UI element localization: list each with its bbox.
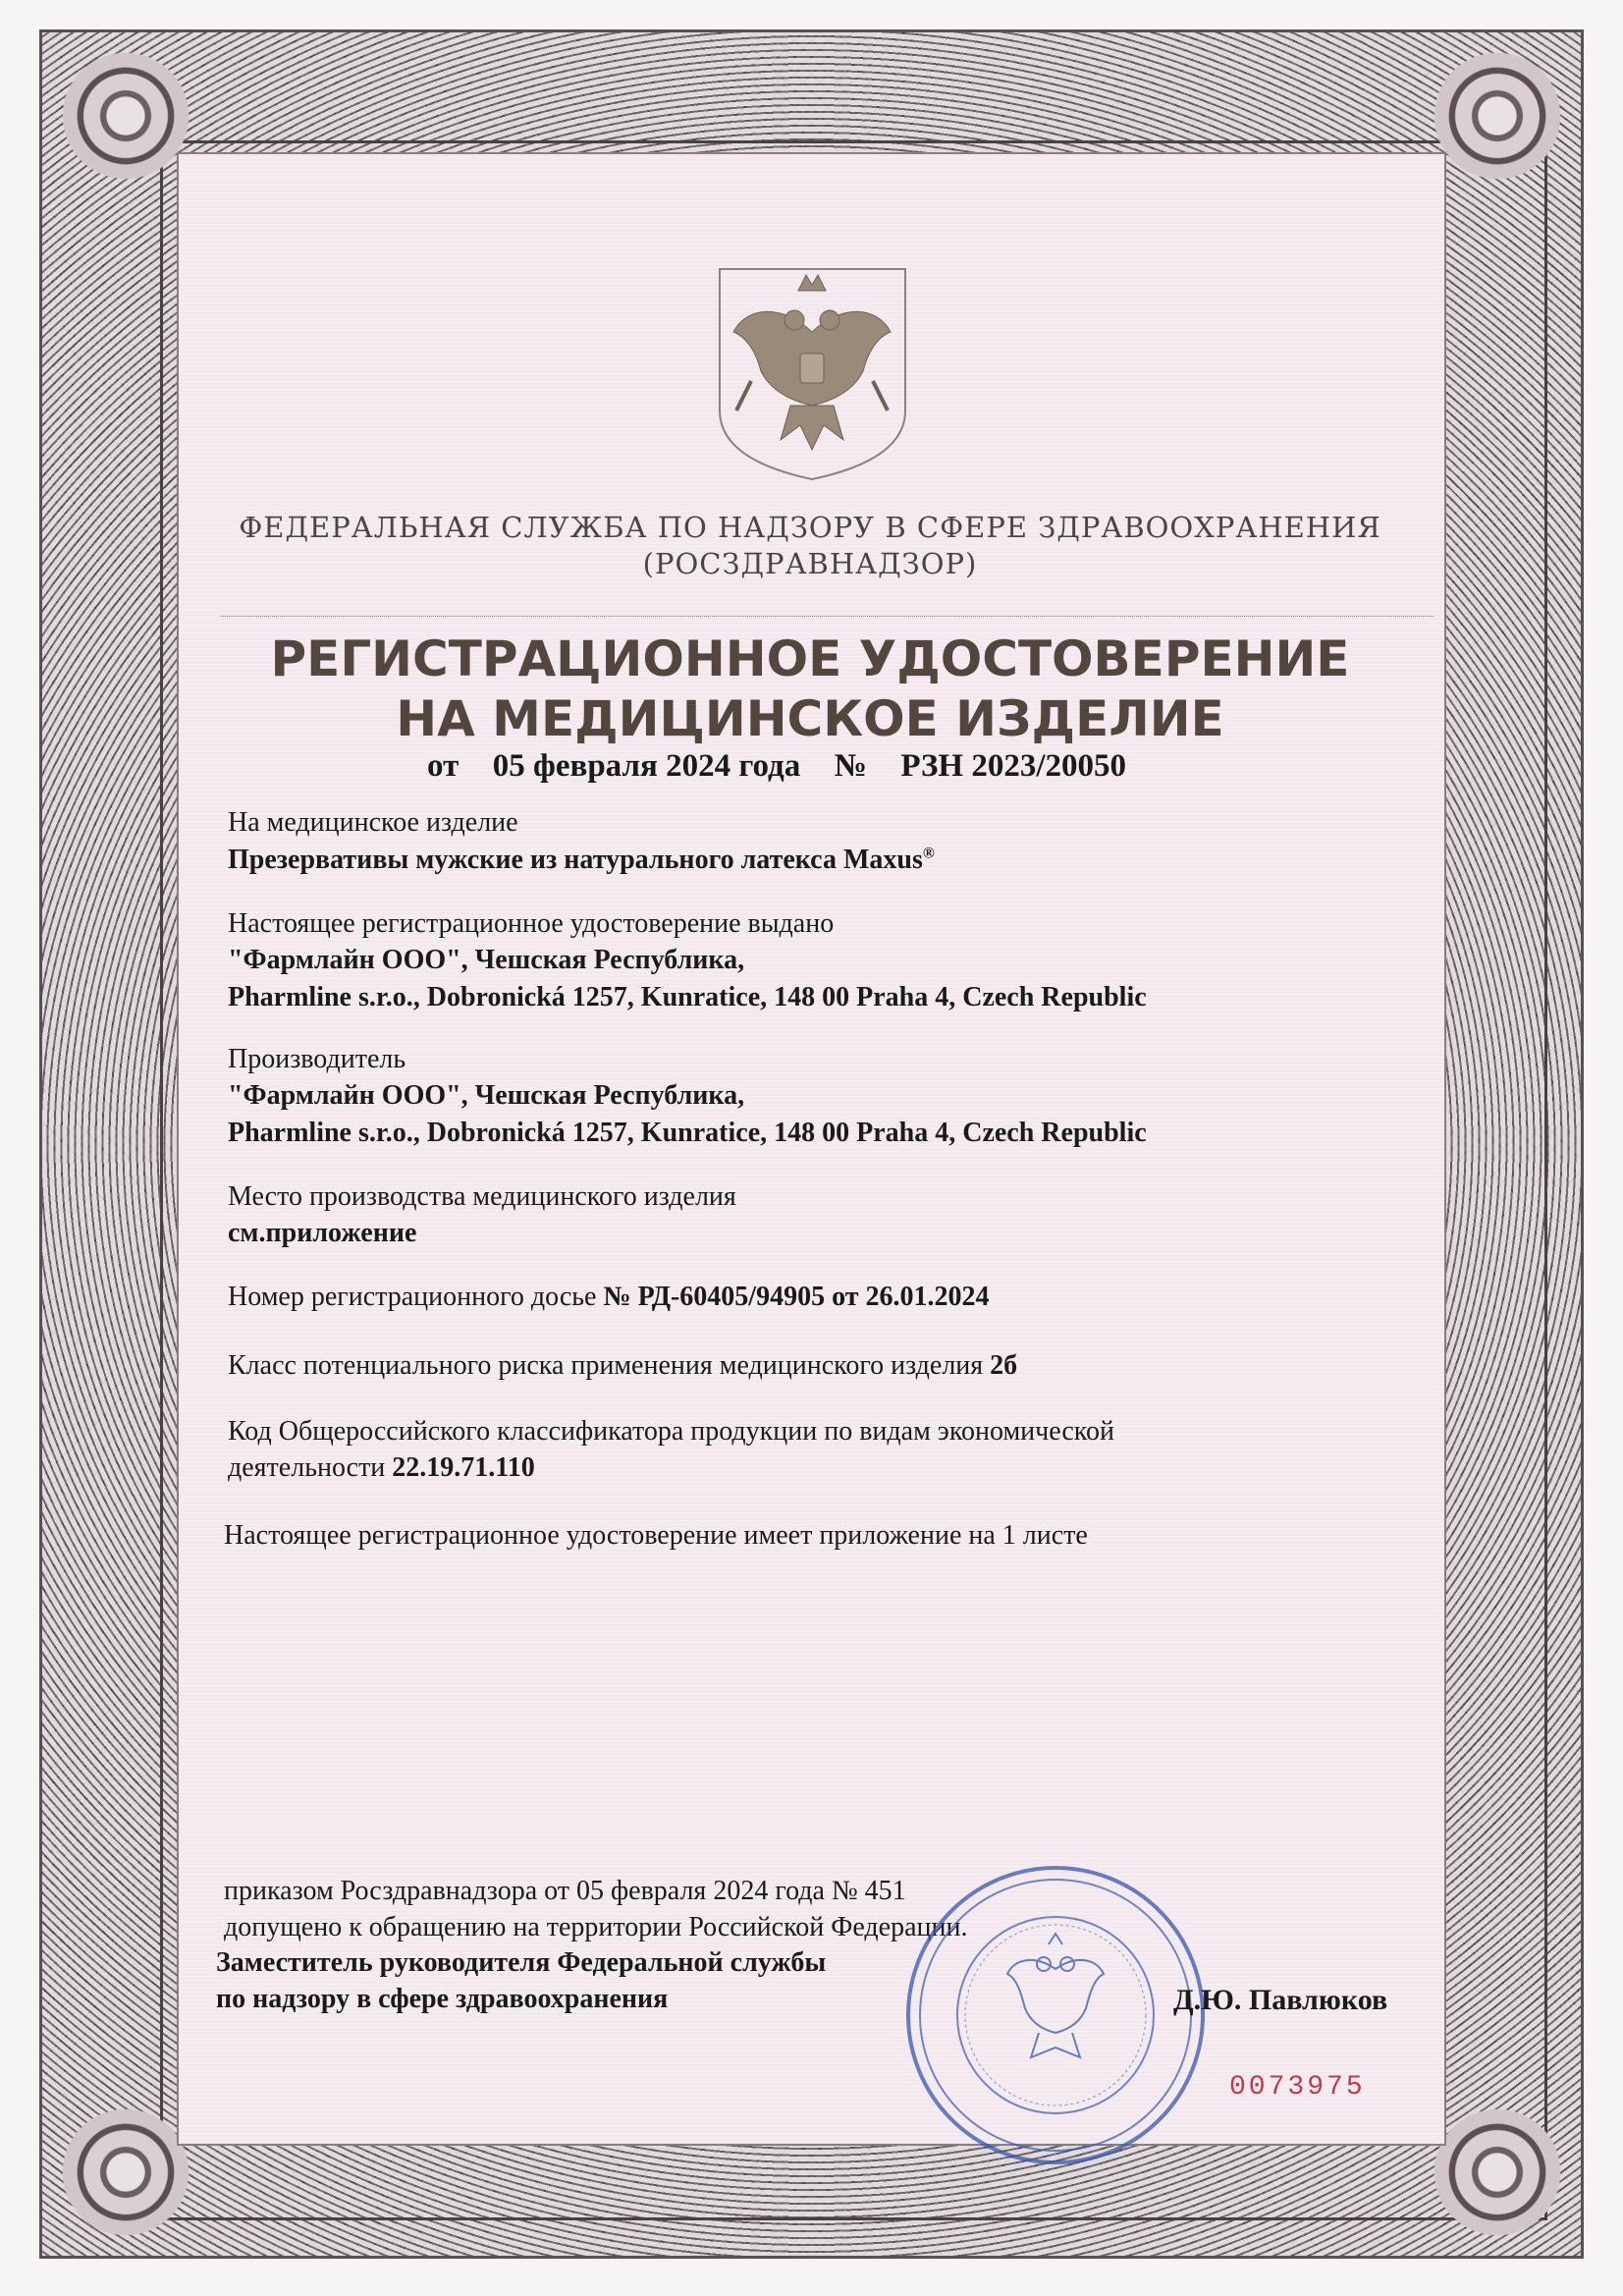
risk-class-value: 2б [990, 1350, 1018, 1381]
signer-position-line1: Заместитель руководителя Федеральной службы [216, 1947, 827, 1978]
number-sign: № [834, 748, 867, 784]
order-line2: допущено к обращению на территории Российской Федерации. [224, 1912, 968, 1942]
certificate-number: РЗН 2023/20050 [900, 748, 1126, 784]
device-name-text: Презервативы мужские из натурального латекса Maxus [228, 845, 923, 875]
serial-number: 0073975 [1229, 2072, 1366, 2103]
risk-class-line [228, 1350, 1017, 1382]
issue-date: 05 февраля 2024 года [492, 748, 801, 784]
issued-to-line2: Pharmline s.r.o., Dobronická 1257, Kunratice, 148 00 Praha 4, Czech Republic [228, 982, 1147, 1012]
issued-to-line1: "Фармлайн ООО", Чешская Республика, [228, 945, 745, 975]
registered-mark: ® [922, 845, 935, 862]
appendix-note: Настоящее регистрационное удостоверение имеет приложение на 1 листе [224, 1520, 1088, 1551]
device-name [228, 845, 935, 876]
date-prefix: от [427, 748, 460, 784]
header-divider [221, 616, 1434, 617]
document-title-line1: РЕГИСТРАЦИОННОЕ УДОСТОВЕРЕНИЕ [270, 630, 1350, 687]
manufacturer-line2: Pharmline s.r.o., Dobronická 1257, Kunratice, 148 00 Praha 4, Czech Republic [228, 1118, 1147, 1148]
agency-abbreviation: (РОСЗДРАВНАДЗОР) [642, 547, 978, 580]
dossier-line [228, 1282, 989, 1313]
coat-of-arms-icon [712, 263, 913, 484]
okpd-label-line1: Код Общероссийского классификатора продукции по видам экономической [228, 1416, 1114, 1447]
device-label: На медицинское изделие [228, 807, 518, 838]
signer-name: Д.Ю. Павлюков [1173, 1984, 1388, 2016]
order-line1: приказом Росздравнадзора от 05 февраля 2024 года № 451 [224, 1876, 906, 1906]
dossier-value: № РД-60405/94905 от 26.01.2024 [603, 1282, 990, 1312]
okpd-label: деятельности [228, 1452, 386, 1483]
risk-class-label: Класс потенциального риска применения медицинского изделия [228, 1350, 984, 1381]
okpd-line2 [228, 1452, 535, 1484]
certificate-date-number [427, 748, 1126, 785]
okpd-value: 22.19.71.110 [392, 1452, 535, 1483]
issued-to-label: Настоящее регистрационное удостоверение выдано [228, 908, 835, 939]
production-site-label: Место производства медицинского изделия [228, 1181, 736, 1212]
dossier-label: Номер регистрационного досье [228, 1282, 597, 1312]
production-site-value: см.приложение [228, 1218, 417, 1248]
document-title-line2: НА МЕДИЦИНСКОЕ ИЗДЕЛИЕ [396, 690, 1224, 747]
agency-name: ФЕДЕРАЛЬНАЯ СЛУЖБА ПО НАДЗОРУ В СФЕРЕ ЗДРАВООХРАНЕНИЯ [239, 511, 1381, 544]
official-seal-icon [901, 1861, 1211, 2170]
manufacturer-line1: "Фармлайн ООО", Чешская Республика, [228, 1080, 745, 1111]
manufacturer-label: Производитель [228, 1044, 406, 1074]
signer-position-line2: по надзору в сфере здравоохранения [216, 1984, 669, 2014]
